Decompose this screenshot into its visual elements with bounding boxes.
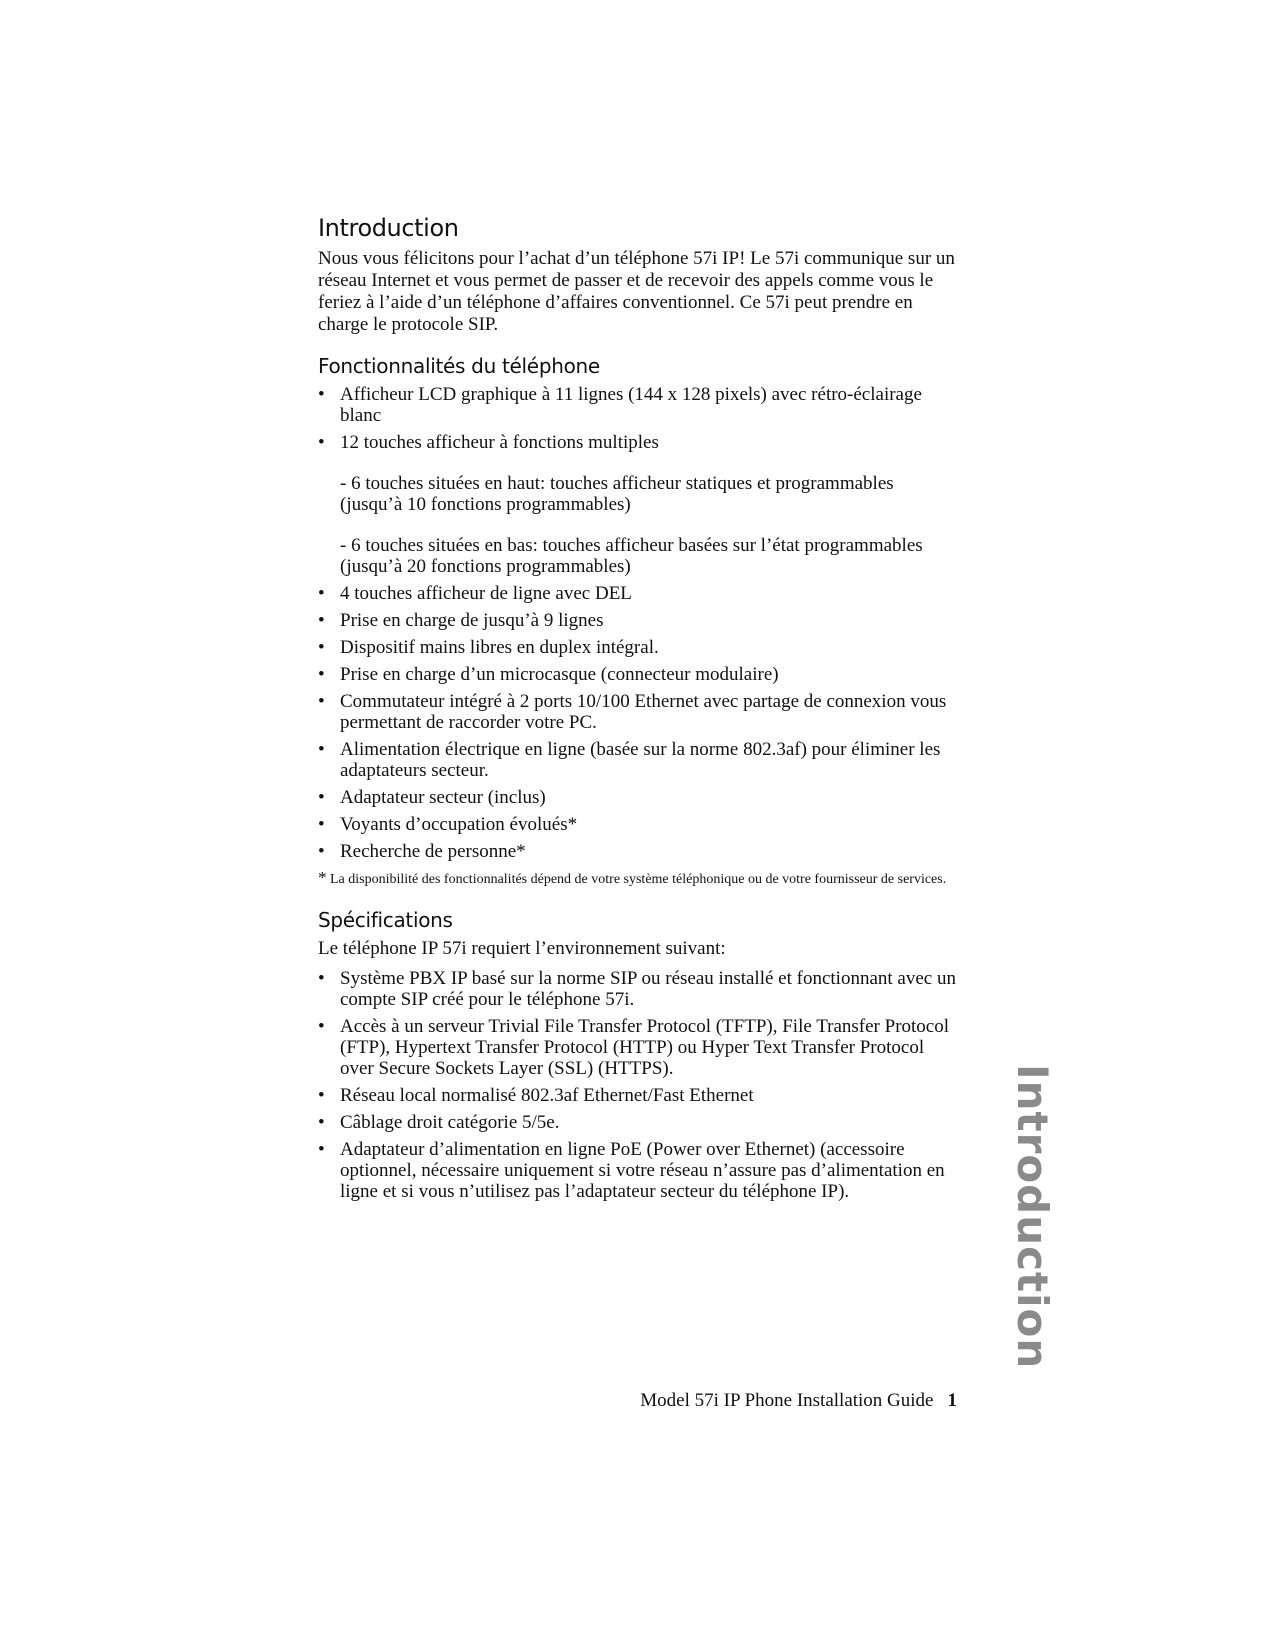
list-item bbox=[318, 637, 958, 658]
bullet-icon: • bbox=[318, 610, 325, 631]
section-side-tab: Introduction bbox=[1008, 1064, 1057, 1370]
bullet-icon: • bbox=[318, 787, 325, 808]
footnote-marker: * bbox=[318, 868, 327, 887]
bullet-icon: • bbox=[318, 1085, 325, 1106]
list-item bbox=[318, 787, 958, 808]
bullet-icon: • bbox=[318, 814, 325, 835]
list-item-text: Accès à un serveur Trivial File Transfer Protocol (TFTP), File Transfer Protocol (FTP), Hypertext Transfer Protocol (HTTP) ou Hyper Text Transfer Protocol over Secure Sockets Layer (SSL) (HTTPS). bbox=[340, 1016, 950, 1079]
list-item-text: Réseau local normalisé 802.3af Ethernet/Fast Ethernet bbox=[340, 1085, 754, 1106]
list-item bbox=[318, 1016, 958, 1079]
list-item-text: Commutateur intégré à 2 ports 10/100 Ethernet avec partage de connexion vous permettant de raccorder votre PC. bbox=[340, 691, 947, 733]
list-item-text: 4 touches afficheur de ligne avec DEL bbox=[340, 583, 632, 604]
list-item-text: Prise en charge d’un microcasque (connecteur modulaire) bbox=[340, 664, 779, 685]
list-item bbox=[318, 1112, 958, 1133]
list-item-text: Voyants d’occupation évolués* bbox=[340, 814, 578, 835]
bullet-icon: • bbox=[318, 1112, 325, 1133]
list-item bbox=[318, 610, 958, 631]
introduction-paragraph: Nous vous félicitons pour l’achat d’un téléphone 57i IP! Le 57i communique sur un réseau Internet et vous permet de passer et de recevoir des appels comme vous le feriez à l’aide d’un téléphone d’affaires conventionnel. Ce 57i peut prendre en charge le protocole SIP. bbox=[318, 248, 955, 335]
list-item bbox=[318, 384, 958, 426]
list-item-text: Système PBX IP basé sur la norme SIP ou réseau installé et fonctionnant avec un compte SIP créé pour le téléphone 57i. bbox=[340, 968, 956, 1010]
list-item bbox=[318, 583, 958, 604]
list-item bbox=[318, 691, 958, 733]
list-item-text: Recherche de personne* bbox=[340, 841, 526, 862]
specifications-list bbox=[318, 968, 958, 1202]
list-item bbox=[318, 664, 958, 685]
footer-title: Model 57i IP Phone Installation Guide bbox=[640, 1390, 934, 1411]
specifications-heading: Spécifications bbox=[318, 908, 453, 932]
list-item-text: 12 touches afficheur à fonctions multiples bbox=[340, 432, 659, 453]
list-item-text: Adaptateur secteur (inclus) bbox=[340, 787, 546, 808]
bullet-icon: • bbox=[318, 968, 325, 989]
features-heading: Fonctionnalités du téléphone bbox=[318, 354, 600, 378]
list-item bbox=[318, 841, 958, 862]
list-item bbox=[318, 814, 958, 835]
introduction-heading: Introduction bbox=[318, 214, 459, 242]
bullet-icon: • bbox=[318, 1016, 325, 1037]
features-list bbox=[318, 384, 958, 862]
list-item bbox=[318, 1085, 958, 1106]
bullet-icon: • bbox=[318, 384, 325, 405]
list-item bbox=[318, 1139, 958, 1202]
availability-footnote bbox=[318, 868, 958, 890]
bullet-icon: • bbox=[318, 739, 325, 760]
bullet-icon: • bbox=[318, 691, 325, 712]
bullet-icon: • bbox=[318, 1139, 325, 1160]
list-item bbox=[318, 739, 958, 781]
sub-item: - 6 touches situées en haut: touches afficheur statiques et programmables (jusqu’à 10 fonctions programmables) bbox=[340, 473, 894, 515]
specifications-intro: Le téléphone IP 57i requiert l’environnement suivant: bbox=[318, 938, 726, 959]
bullet-icon: • bbox=[318, 664, 325, 685]
list-item-text: Adaptateur d’alimentation en ligne PoE (Power over Ethernet) (accessoire optionnel, nécessaire uniquement si votre réseau n’assure pas d’alimentation en ligne et si vous n’utilisez pas l’adaptateur secteur du téléphone IP). bbox=[340, 1139, 945, 1202]
page-footer bbox=[640, 1390, 957, 1412]
list-item-text: Alimentation électrique en ligne (basée sur la norme 802.3af) pour éliminer les adaptateurs secteur. bbox=[340, 739, 941, 781]
footnote-text: La disponibilité des fonctionnalités dépend de votre système téléphonique ou de votre fournisseur de services. bbox=[330, 872, 947, 887]
list-item-text: Câblage droit catégorie 5/5e. bbox=[340, 1112, 560, 1133]
bullet-icon: • bbox=[318, 583, 325, 604]
list-item bbox=[318, 432, 958, 577]
sub-item: - 6 touches situées en bas: touches afficheur basées sur l’état programmables (jusqu’à 20 fonctions programmables) bbox=[340, 535, 923, 577]
list-item-text: Prise en charge de jusqu’à 9 lignes bbox=[340, 610, 604, 631]
bullet-icon: • bbox=[318, 432, 325, 453]
list-item-text: Afficheur LCD graphique à 11 lignes (144 x 128 pixels) avec rétro-éclairage blanc bbox=[340, 384, 922, 426]
bullet-icon: • bbox=[318, 841, 325, 862]
page-number: 1 bbox=[947, 1390, 957, 1411]
list-item-text: Dispositif mains libres en duplex intégral. bbox=[340, 637, 659, 658]
page-content bbox=[318, 214, 958, 1208]
bullet-icon: • bbox=[318, 637, 325, 658]
list-item bbox=[318, 968, 958, 1010]
